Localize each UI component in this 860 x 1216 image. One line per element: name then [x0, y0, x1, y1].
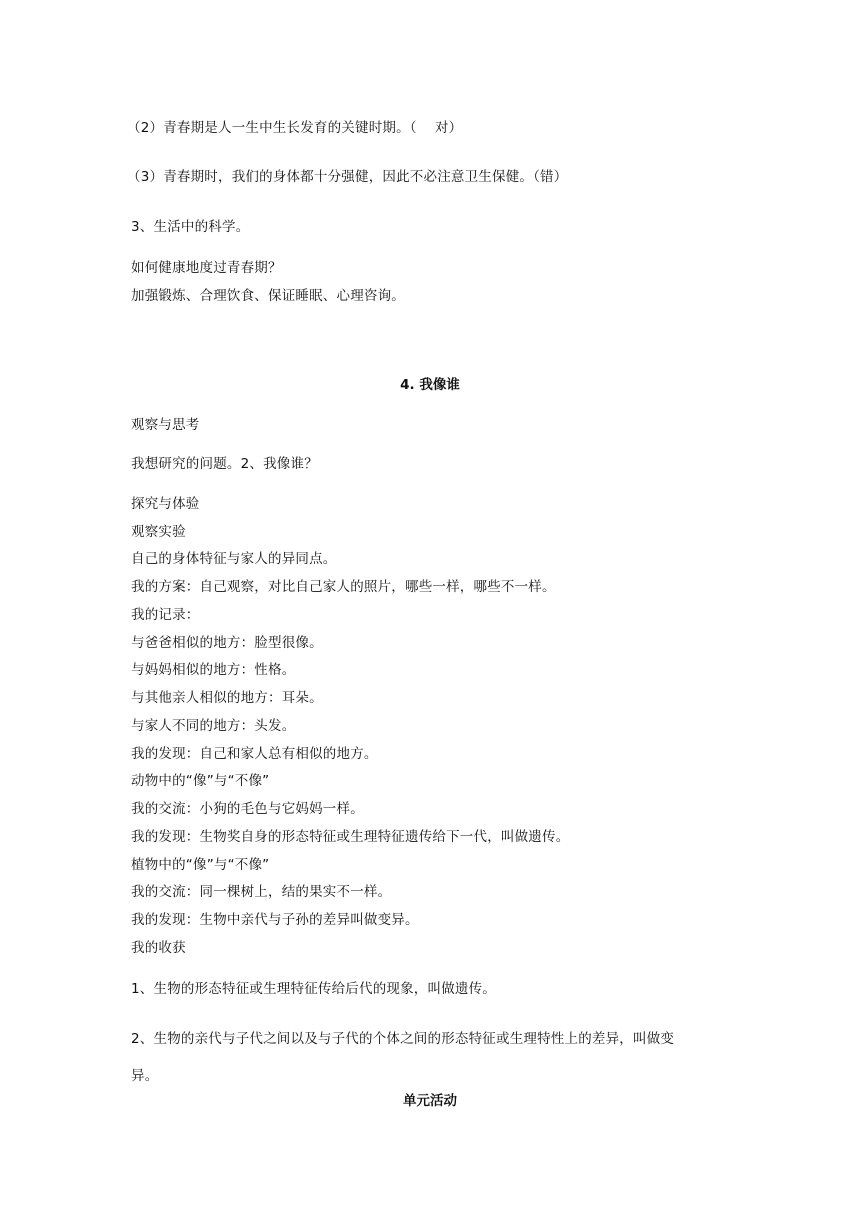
text-line: 与家人不同的地方：头发。	[131, 718, 296, 734]
text-line: 观察与思考	[131, 417, 200, 433]
text-line: 我的交流：小狗的毛色与它妈妈一样。	[131, 801, 364, 817]
text-line: 3、生活中的科学。	[131, 219, 250, 235]
text-line: 我的交流：同一棵树上，结的果实不一样。	[131, 884, 392, 900]
text-line: 我的收获	[131, 940, 186, 956]
text-line: 2、生物的亲代与子代之间以及与子代的个体之间的形态特征或生理特性上的差异，叫做变	[131, 1031, 675, 1047]
text-line: 我的发现：自己和家人总有相似的地方。	[131, 746, 378, 762]
text-line: 自己的身体特征与家人的异同点。	[131, 551, 337, 567]
text-line: 1、生物的形态特征或生理特征传给后代的现象，叫做遗传。	[131, 981, 496, 997]
text-line: 加强锻炼、合理饮食、保证睡眠、心理咨询。	[131, 288, 405, 304]
text-line: 观察实验	[131, 524, 186, 540]
text-line: 我的记录：	[131, 607, 200, 623]
text-line: （3）青春期时，我们的身体都十分强健，因此不必注意卫生保健。（错）	[127, 169, 568, 185]
lesson-title: 4. 我像谁	[400, 377, 460, 393]
text-line: 我的发现：生物中亲代与子孙的差异叫做变异。	[131, 912, 419, 928]
text-line: 我想研究的问题。2、我像谁？	[131, 456, 318, 472]
unit-activity-heading: 单元活动	[403, 1093, 457, 1109]
text-line: 探究与体验	[131, 496, 200, 512]
text-line: 动物中的“像”与“不像”	[131, 773, 270, 789]
text-line: （2）青春期是人一生中生长发育的关键时期。（ 对）	[127, 120, 463, 136]
text-line: 我的方案：自己观察，对比自己家人的照片，哪些一样，哪些不一样。	[131, 579, 556, 595]
text-line: 我的发现：生物奖自身的形态特征或生理特征遗传给下一代，叫做遗传。	[131, 829, 570, 845]
text-line: 与爸爸相似的地方：脸型很像。	[131, 635, 323, 651]
text-line: 与其他亲人相似的地方：耳朵。	[131, 690, 323, 706]
text-line: 如何健康地度过青春期？	[131, 260, 282, 276]
text-line: 与妈妈相似的地方：性格。	[131, 662, 296, 678]
text-line: 异。	[131, 1068, 159, 1084]
text-line: 植物中的“像”与“不像”	[131, 857, 270, 873]
